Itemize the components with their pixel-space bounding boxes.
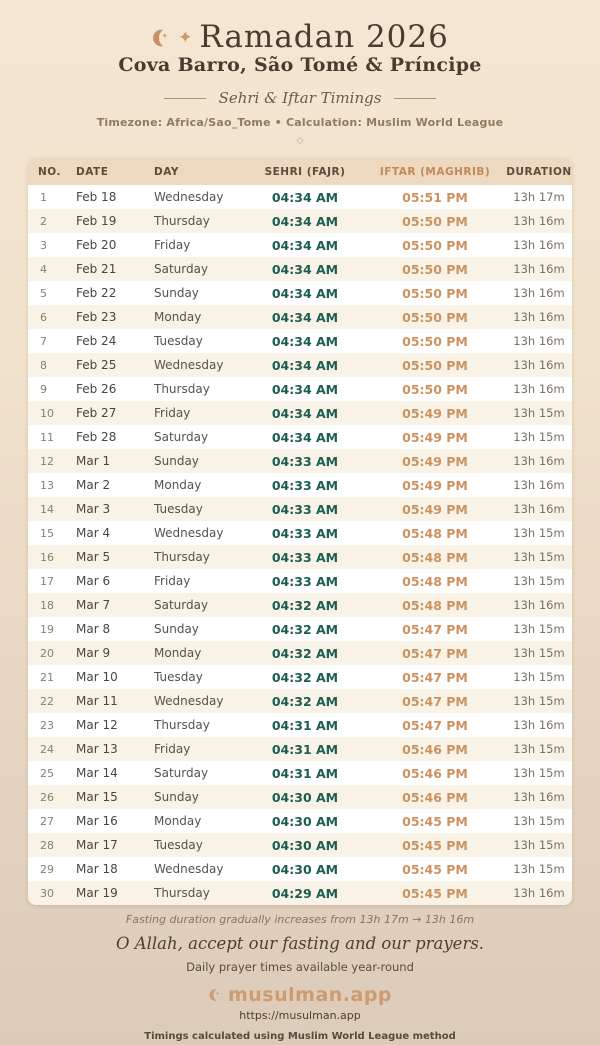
row-number: 27 [40, 814, 54, 828]
row-iftar-time: 05:47 PM [402, 693, 468, 709]
row-iftar-time: 05:49 PM [402, 453, 468, 469]
row-number: 18 [40, 598, 54, 612]
table-row [28, 689, 572, 713]
row-number: 10 [40, 406, 54, 420]
row-iftar-time: 05:50 PM [402, 213, 468, 229]
row-date: Feb 19 [76, 214, 117, 228]
column-header-day: DAY [144, 158, 246, 185]
availability-text: Daily prayer times available year-round [186, 960, 414, 974]
row-date: Feb 27 [76, 406, 117, 420]
row-sehri-time: 04:32 AM [271, 621, 339, 637]
row-iftar-time: 05:48 PM [402, 525, 468, 541]
row-date: Mar 1 [76, 454, 111, 468]
table-body [28, 185, 572, 905]
row-day: Friday [154, 742, 191, 756]
row-iftar-time: 05:50 PM [402, 261, 468, 277]
row-date: Mar 10 [76, 670, 118, 684]
row-sehri-time: 04:32 AM [271, 597, 339, 613]
column-header-date: DATE [66, 158, 144, 185]
row-iftar-time: 05:47 PM [402, 645, 468, 661]
row-duration: 13h 15m [513, 646, 565, 660]
row-day: Wednesday [154, 694, 224, 708]
row-day: Thursday [154, 718, 210, 732]
row-date: Mar 11 [76, 694, 118, 708]
row-day: Saturday [154, 766, 209, 780]
row-date: Mar 15 [76, 790, 118, 804]
row-iftar-time: 05:50 PM [402, 309, 468, 325]
row-duration: 13h 15m [513, 622, 565, 636]
row-number: 5 [40, 286, 47, 300]
row-iftar-time: 05:49 PM [402, 501, 468, 517]
row-number: 8 [40, 358, 47, 372]
row-day: Tuesday [154, 670, 203, 684]
row-iftar-time: 05:49 PM [402, 429, 468, 445]
row-day: Tuesday [154, 838, 203, 852]
table-row [28, 857, 572, 881]
row-number: 11 [40, 430, 54, 444]
table-row [28, 521, 572, 545]
row-sehri-time: 04:30 AM [271, 813, 339, 829]
row-date: Mar 19 [76, 886, 118, 900]
row-day: Tuesday [154, 502, 203, 516]
timings-table [28, 158, 572, 905]
row-iftar-time: 05:50 PM [402, 357, 468, 373]
row-number: 15 [40, 526, 54, 540]
row-iftar-time: 05:45 PM [402, 837, 468, 853]
dua-text: O Allah, accept our fasting and our prayers. [115, 934, 485, 953]
row-date: Mar 16 [76, 814, 118, 828]
row-sehri-time: 04:29 AM [271, 885, 339, 901]
row-day: Friday [154, 406, 191, 420]
row-duration: 13h 16m [513, 286, 565, 300]
row-sehri-time: 04:33 AM [271, 525, 339, 541]
table-row [28, 713, 572, 737]
row-duration: 13h 15m [513, 430, 565, 444]
row-sehri-time: 04:34 AM [271, 261, 339, 277]
table-row [28, 401, 572, 425]
row-sehri-time: 04:34 AM [271, 429, 339, 445]
row-duration: 13h 16m [513, 334, 565, 348]
row-sehri-time: 04:31 AM [271, 741, 339, 757]
table-row [28, 785, 572, 809]
table-row [28, 305, 572, 329]
row-date: Mar 8 [76, 622, 111, 636]
row-day: Thursday [154, 214, 210, 228]
table-row [28, 737, 572, 761]
row-day: Sunday [154, 790, 199, 804]
table-row [28, 833, 572, 857]
row-duration: 13h 16m [513, 886, 565, 900]
row-date: Mar 18 [76, 862, 118, 876]
row-number: 28 [40, 838, 54, 852]
row-sehri-time: 04:34 AM [271, 405, 339, 421]
row-iftar-time: 05:47 PM [402, 621, 468, 637]
column-header-sehri: SEHRI (FAJR) [246, 158, 364, 185]
table-row [28, 617, 572, 641]
table-row [28, 545, 572, 569]
row-iftar-time: 05:50 PM [402, 333, 468, 349]
brand-name: musulman.app [227, 984, 393, 1006]
row-duration: 13h 15m [513, 574, 565, 588]
row-duration: 13h 16m [513, 598, 565, 612]
row-day: Thursday [154, 886, 210, 900]
row-number: 12 [40, 454, 54, 468]
row-number: 21 [40, 670, 54, 684]
row-duration: 13h 16m [513, 262, 565, 276]
table-row [28, 185, 572, 209]
title-row [0, 19, 600, 55]
row-duration: 13h 16m [513, 238, 565, 252]
row-duration: 13h 16m [513, 502, 565, 516]
row-number: 2 [40, 214, 47, 228]
column-header-no: NO. [28, 158, 66, 185]
row-duration: 13h 16m [513, 358, 565, 372]
divider-line-left [164, 98, 206, 99]
row-number: 3 [40, 238, 47, 252]
row-number: 20 [40, 646, 54, 660]
row-date: Mar 2 [76, 478, 111, 492]
row-duration: 13h 15m [513, 862, 565, 876]
row-iftar-time: 05:46 PM [402, 789, 468, 805]
row-sehri-time: 04:34 AM [271, 213, 339, 229]
row-number: 19 [40, 622, 54, 636]
row-duration: 13h 16m [513, 382, 565, 396]
row-date: Mar 14 [76, 766, 118, 780]
row-duration: 13h 15m [513, 742, 565, 756]
row-day: Monday [154, 478, 202, 492]
row-sehri-time: 04:32 AM [271, 669, 339, 685]
row-day: Tuesday [154, 334, 203, 348]
table-row [28, 257, 572, 281]
row-sehri-time: 04:32 AM [271, 693, 339, 709]
row-sehri-time: 04:32 AM [271, 645, 339, 661]
row-number: 29 [40, 862, 54, 876]
row-day: Friday [154, 238, 191, 252]
table-row [28, 449, 572, 473]
row-iftar-time: 05:48 PM [402, 573, 468, 589]
row-day: Sunday [154, 622, 199, 636]
row-number: 14 [40, 502, 54, 516]
row-number: 7 [40, 334, 47, 348]
row-sehri-time: 04:33 AM [271, 453, 339, 469]
row-iftar-time: 05:48 PM [402, 549, 468, 565]
row-duration: 13h 16m [513, 310, 565, 324]
row-sehri-time: 04:31 AM [271, 717, 339, 733]
row-duration: 13h 16m [513, 478, 565, 492]
calculation-method-note: Timings calculated using Muslim World League method [144, 1031, 456, 1042]
page-title: Ramadan 2026 [199, 19, 449, 55]
row-date: Feb 20 [76, 238, 117, 252]
row-date: Feb 21 [76, 262, 117, 276]
column-header-duration: DURATION [506, 158, 572, 185]
row-number: 30 [40, 886, 54, 900]
row-sehri-time: 04:33 AM [271, 573, 339, 589]
table-row [28, 353, 572, 377]
row-date: Mar 3 [76, 502, 111, 516]
row-sehri-time: 04:30 AM [271, 837, 339, 853]
table-row [28, 665, 572, 689]
row-date: Feb 25 [76, 358, 117, 372]
row-sehri-time: 04:30 AM [271, 789, 339, 805]
brand-crescent-icon [208, 988, 222, 1002]
row-day: Sunday [154, 454, 199, 468]
row-number: 1 [40, 190, 47, 204]
row-number: 4 [40, 262, 47, 276]
timings-table-container [28, 158, 572, 905]
row-sehri-time: 04:34 AM [271, 381, 339, 397]
row-iftar-time: 05:50 PM [402, 381, 468, 397]
row-duration: 13h 16m [513, 214, 565, 228]
row-number: 9 [40, 382, 47, 396]
row-sehri-time: 04:34 AM [271, 285, 339, 301]
row-date: Mar 13 [76, 742, 118, 756]
row-iftar-time: 05:46 PM [402, 741, 468, 757]
row-day: Monday [154, 646, 202, 660]
row-duration: 13h 16m [513, 790, 565, 804]
row-sehri-time: 04:33 AM [271, 501, 339, 517]
row-date: Feb 22 [76, 286, 117, 300]
row-number: 24 [40, 742, 54, 756]
row-iftar-time: 05:45 PM [402, 885, 468, 901]
location-title: Cova Barro, São Tomé & Príncipe [118, 54, 482, 76]
row-iftar-time: 05:47 PM [402, 717, 468, 733]
row-day: Wednesday [154, 862, 224, 876]
row-number: 25 [40, 766, 54, 780]
row-duration: 13h 15m [513, 814, 565, 828]
row-date: Mar 9 [76, 646, 111, 660]
row-day: Saturday [154, 598, 209, 612]
row-sehri-time: 04:34 AM [271, 333, 339, 349]
table-row [28, 761, 572, 785]
table-row [28, 233, 572, 257]
table-row [28, 425, 572, 449]
row-day: Friday [154, 574, 191, 588]
row-number: 22 [40, 694, 54, 708]
row-number: 17 [40, 574, 54, 588]
row-date: Feb 28 [76, 430, 117, 444]
row-number: 26 [40, 790, 54, 804]
table-row [28, 209, 572, 233]
table-row [28, 881, 572, 905]
brand-row [0, 984, 600, 1006]
row-date: Mar 12 [76, 718, 118, 732]
row-duration: 13h 16m [513, 454, 565, 468]
row-day: Sunday [154, 286, 199, 300]
subtitle: Sehri & Iftar Timings [218, 89, 382, 107]
table-row [28, 329, 572, 353]
row-day: Wednesday [154, 358, 224, 372]
row-date: Feb 24 [76, 334, 117, 348]
table-row [28, 569, 572, 593]
page-footer [0, 913, 600, 1042]
row-duration: 13h 15m [513, 694, 565, 708]
row-iftar-time: 05:48 PM [402, 597, 468, 613]
duration-trend-note: Fasting duration gradually increases from 13h 17m → 13h 16m [125, 913, 475, 926]
row-sehri-time: 04:33 AM [271, 477, 339, 493]
row-duration: 13h 15m [513, 838, 565, 852]
table-row [28, 377, 572, 401]
table-row [28, 593, 572, 617]
row-date: Mar 5 [76, 550, 111, 564]
row-duration: 13h 15m [513, 550, 565, 564]
row-date: Mar 7 [76, 598, 111, 612]
row-day: Wednesday [154, 526, 224, 540]
row-sehri-time: 04:34 AM [271, 237, 339, 253]
table-header [28, 158, 572, 185]
row-day: Saturday [154, 430, 209, 444]
row-date: Feb 23 [76, 310, 117, 324]
brand-url: https://musulman.app [239, 1009, 361, 1022]
row-duration: 13h 17m [513, 190, 565, 204]
row-day: Saturday [154, 262, 209, 276]
row-date: Mar 17 [76, 838, 118, 852]
crescent-star-icon [151, 28, 171, 48]
row-iftar-time: 05:45 PM [402, 861, 468, 877]
row-sehri-time: 04:34 AM [271, 309, 339, 325]
divider-line-right [394, 98, 436, 99]
row-duration: 13h 16m [513, 718, 565, 732]
row-date: Feb 18 [76, 190, 117, 204]
row-date: Mar 6 [76, 574, 111, 588]
diamond-ornament: ◇ [296, 136, 304, 146]
table-row [28, 809, 572, 833]
row-iftar-time: 05:50 PM [402, 237, 468, 253]
row-day: Monday [154, 814, 202, 828]
row-day: Thursday [154, 550, 210, 564]
row-number: 13 [40, 478, 54, 492]
column-header-iftar: IFTAR (MAGHRIB) [364, 158, 506, 185]
row-sehri-time: 04:34 AM [271, 189, 339, 205]
row-day: Thursday [154, 382, 210, 396]
row-sehri-time: 04:34 AM [271, 357, 339, 373]
row-sehri-time: 04:30 AM [271, 861, 339, 877]
row-duration: 13h 15m [513, 670, 565, 684]
row-number: 16 [40, 550, 54, 564]
row-iftar-time: 05:50 PM [402, 285, 468, 301]
row-iftar-time: 05:51 PM [402, 189, 468, 205]
row-iftar-time: 05:49 PM [402, 477, 468, 493]
row-number: 6 [40, 310, 47, 324]
row-iftar-time: 05:45 PM [402, 813, 468, 829]
row-sehri-time: 04:33 AM [271, 549, 339, 565]
table-row [28, 497, 572, 521]
row-date: Mar 4 [76, 526, 111, 540]
four-point-star-icon: ✦ [178, 28, 193, 48]
row-day: Wednesday [154, 190, 224, 204]
timezone-calculation-meta: Timezone: Africa/Sao_Tome • Calculation: Muslim World League [96, 116, 504, 129]
row-sehri-time: 04:31 AM [271, 765, 339, 781]
table-row [28, 281, 572, 305]
row-duration: 13h 15m [513, 766, 565, 780]
row-number: 23 [40, 718, 54, 732]
table-row [28, 641, 572, 665]
row-day: Monday [154, 310, 202, 324]
row-date: Feb 26 [76, 382, 117, 396]
row-iftar-time: 05:46 PM [402, 765, 468, 781]
row-duration: 13h 15m [513, 526, 565, 540]
row-iftar-time: 05:49 PM [402, 405, 468, 421]
row-iftar-time: 05:47 PM [402, 669, 468, 685]
row-duration: 13h 15m [513, 406, 565, 420]
table-row [28, 473, 572, 497]
page-header [0, 0, 600, 146]
subtitle-row [0, 89, 600, 107]
